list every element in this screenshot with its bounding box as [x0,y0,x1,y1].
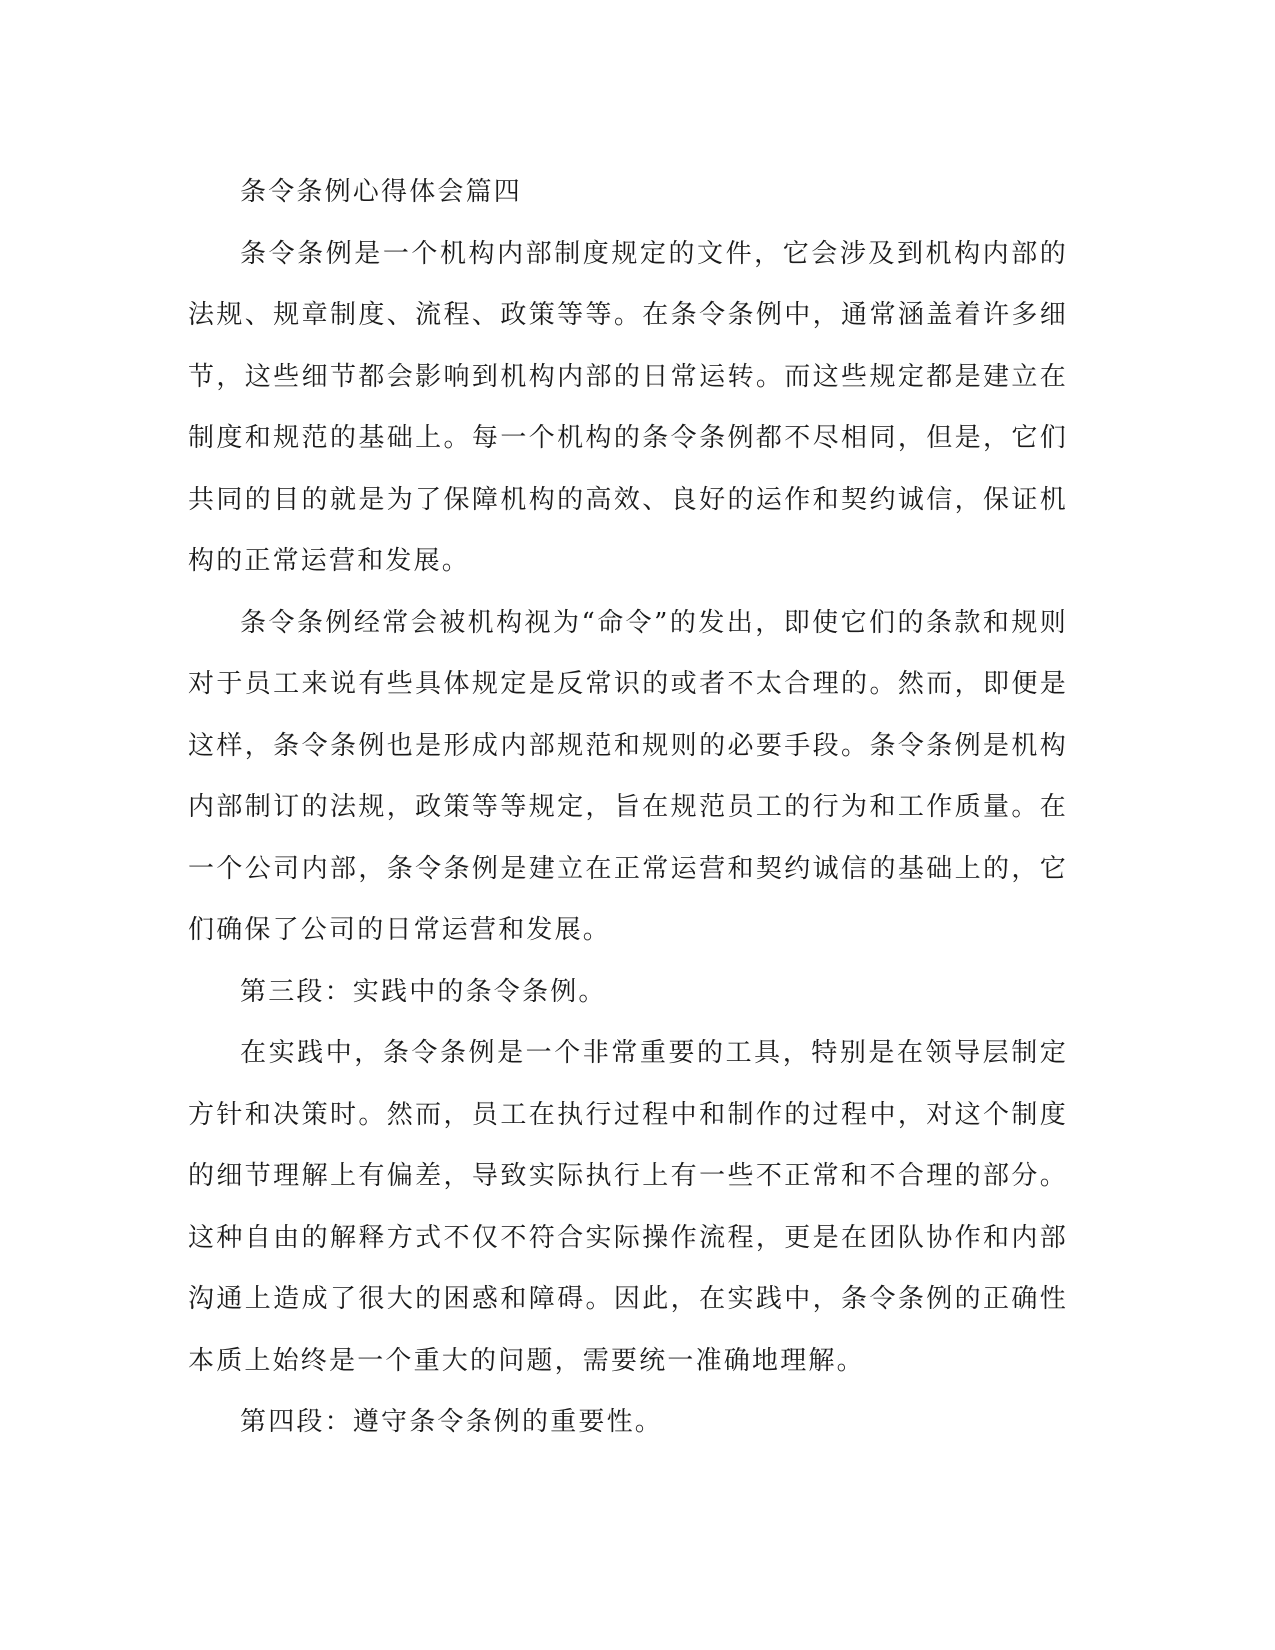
paragraph-command: 条令条例经常会被机构视为“命令”的发出，即使它们的条款和规则对于员工来说有些具体规定是反常识的或者不太合理的。然而，即便是这样，条令条例也是形成内部规范和规则的必要手段。条令条例是机构内部制订的法规，政策等等规定，旨在规范员工的行为和工作质量。在一个公司内部，条令条例是建立在正常运营和契约诚信的基础上的，它们确保了公司的日常运营和发展。 [188,607,1068,945]
paragraph-intro: 条令条例是一个机构内部制度规定的文件，它会涉及到机构内部的法规、规章制度、流程、政策等等。在条令条例中，通常涵盖着许多细节，这些细节都会影响到机构内部的日常运转。而这些规定都是建立在制度和规范的基础上。每一个机构的条令条例都不尽相同，但是，它们共同的目的就是为了保障机构的高效、良好的运作和契约诚信，保证机构的正常运营和发展。 [188,238,1068,576]
section-heading-four: 第四段：遵守条令条例的重要性。 [240,1407,664,1437]
section-heading-three: 第三段：实践中的条令条例。 [240,976,607,1007]
document-title: 条令条例心得体会篇四 [240,177,523,207]
document-body [188,162,1068,1454]
paragraph-practice: 在实践中，条令条例是一个非常重要的工具，特别是在领导层制定方针和决策时。然而，员工在执行过程中和制作的过程中，对这个制度的细节理解上有偏差，导致实际执行上有一些不正常和不合理的部分。这种自由的解释方式不仅不符合实际操作流程，更是在团队协作和内部沟通上造成了很大的困惑和障碍。因此，在实践中，条令条例的正确性本质上始终是一个重大的问题，需要统一准确地理解。 [188,1038,1068,1376]
